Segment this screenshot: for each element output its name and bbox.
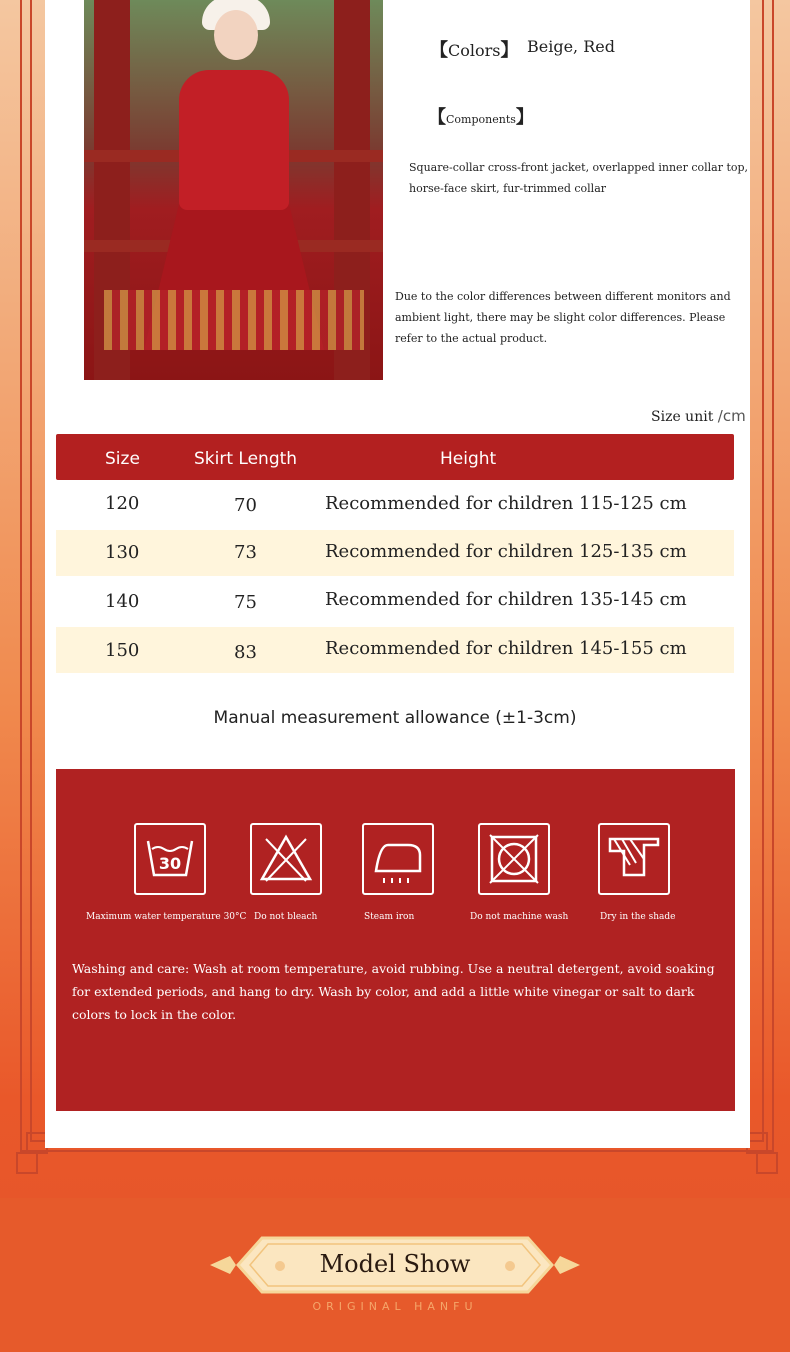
cell-size: 140 — [105, 591, 140, 612]
measurement-allowance: Manual measurement allowance (±1-3cm) — [213, 708, 577, 728]
table-row — [56, 627, 734, 673]
cell-size: 150 — [105, 640, 140, 661]
steam-iron-icon — [362, 823, 434, 895]
header-height: Height — [440, 449, 497, 469]
colors-label: Colors — [448, 41, 501, 60]
table-row — [56, 579, 734, 625]
header-size: Size — [105, 449, 140, 469]
size-unit — [651, 407, 746, 425]
colors-value: Beige, Red — [527, 37, 615, 56]
size-unit-label: Size unit — [651, 409, 714, 425]
colors-row: 【Colors】 — [430, 40, 519, 61]
table-row — [56, 481, 734, 527]
cell-height: Recommended for children 135-145 cm — [325, 589, 687, 610]
care-instructions: Washing and care: Wash at room temperature, avoid rubbing. Use a neutral detergent, avoid soaking for extended periods, and hang to dry. Wash by color, and add a little white vinegar or salt to dark colors to lock in the color. — [72, 961, 715, 1022]
dry-shade-label: Dry in the shade — [600, 912, 676, 922]
components-value: Square-collar cross-front jacket, overlapped inner collar top, horse-face skirt, fur-trimmed collar — [409, 161, 749, 195]
cell-height: Recommended for children 115-125 cm — [325, 493, 687, 514]
cell-skirt: 83 — [234, 642, 257, 663]
frame-corner — [16, 1152, 38, 1174]
size-table-header — [56, 434, 734, 480]
cell-skirt: 75 — [234, 592, 257, 613]
banner-title: Model Show — [319, 1250, 471, 1278]
components-label: Components — [446, 113, 516, 126]
header-skirt-length: Skirt Length — [194, 449, 298, 469]
cell-size: 130 — [105, 542, 140, 563]
no-machine-wash-icon — [478, 823, 550, 895]
cell-size: 120 — [105, 493, 140, 514]
wash-30-icon — [134, 823, 206, 895]
cell-height: Recommended for children 145-155 cm — [325, 638, 687, 659]
dry-shade-icon — [598, 823, 670, 895]
no-bleach-label: Do not bleach — [254, 912, 318, 922]
cell-height: Recommended for children 125-135 cm — [325, 541, 687, 562]
frame-corner — [756, 1152, 778, 1174]
no-machine-wash-label: Do not machine wash — [470, 912, 569, 922]
cell-skirt: 73 — [234, 542, 257, 563]
wash-temp-number: 30 — [158, 854, 182, 873]
steam-iron-label: Steam iron — [364, 912, 415, 922]
banner-subtitle: ORIGINAL HANFU — [312, 1300, 478, 1313]
table-row — [56, 530, 734, 576]
no-bleach-icon — [250, 823, 322, 895]
color-disclaimer: Due to the color differences between different monitors and ambient light, there may be slight color differences. Please refer to the actual product. — [395, 290, 731, 345]
cell-skirt: 70 — [234, 495, 257, 516]
components-row: 【Components】 — [428, 107, 534, 128]
care-section — [56, 769, 735, 1111]
size-unit-value: /cm — [717, 407, 746, 425]
product-photo[interactable] — [84, 0, 383, 380]
wash-30-label: Maximum water temperature 30°C — [86, 912, 247, 922]
